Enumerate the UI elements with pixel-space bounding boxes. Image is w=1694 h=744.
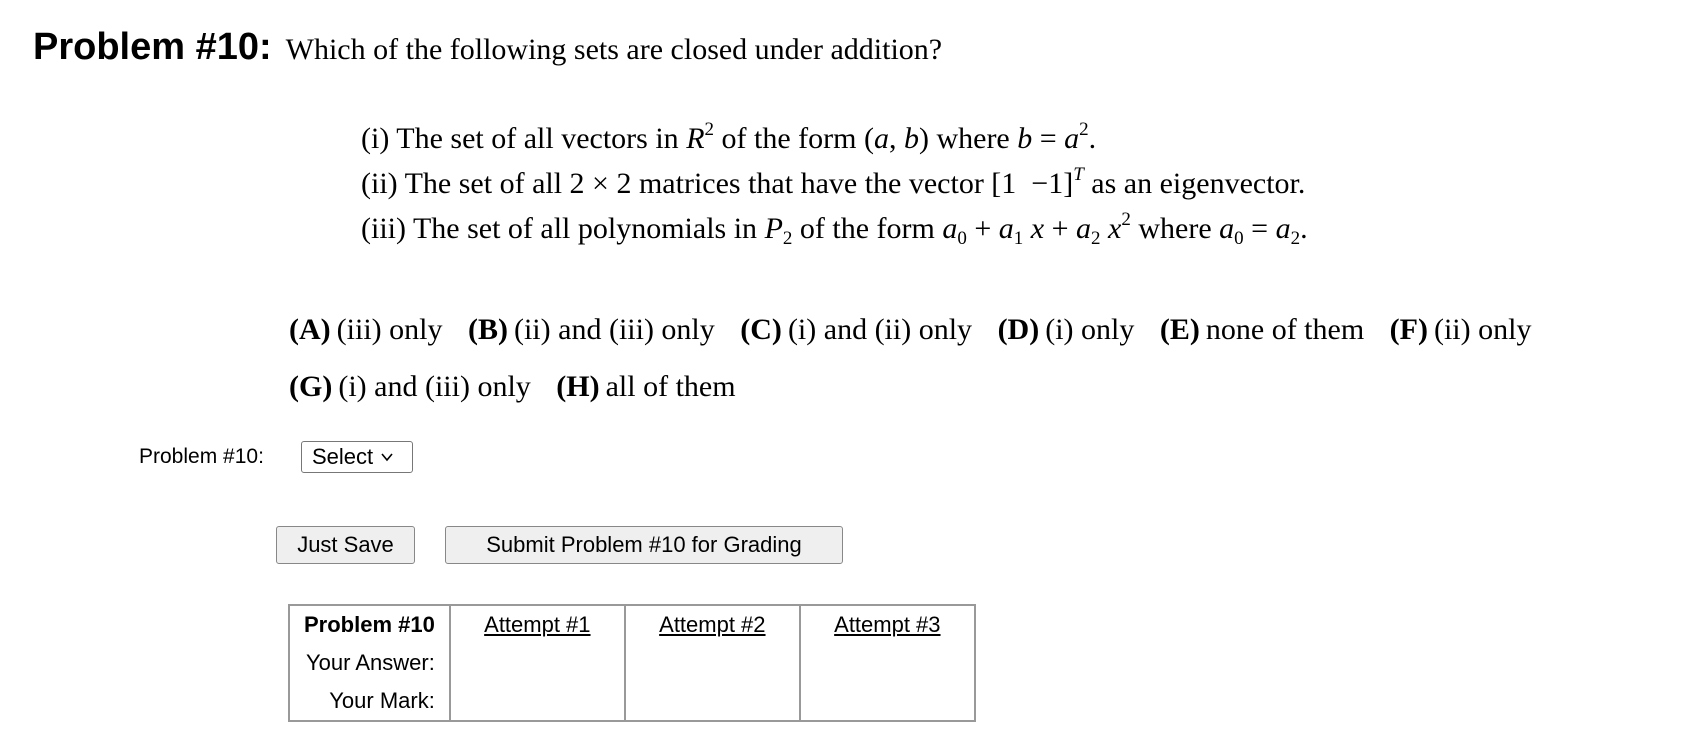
statement-ii: (ii) The set of all 2 × 2 matrices that have the vector $[1 -1]^T$ as an eigenvector. (361, 164, 1306, 200)
answer-cell-2 (625, 644, 800, 682)
choice-c: (C) (i) and (ii) only (740, 313, 973, 346)
answer-cell-3 (800, 644, 975, 682)
submit-grading-button[interactable]: Submit Problem #10 for Grading (445, 526, 843, 564)
statement-i: (i) The set of all vectors in $R^2$ of the form (a, b) where $b = a^2$. (361, 119, 1097, 155)
problem-question: Which of the following sets are closed under addition? (285, 33, 943, 66)
attempts-table (288, 604, 976, 722)
problem-label: Problem #10: (33, 26, 272, 68)
choice-e: (E) none of them (1159, 313, 1365, 346)
attempt-1-link[interactable]: Attempt #1 (450, 605, 625, 644)
choices-row-2 (289, 370, 754, 404)
problem-heading (33, 26, 942, 69)
table-header-row (289, 605, 975, 644)
select-value: Select (312, 444, 374, 469)
statement-iii: (iii) The set of all polynomials in $P_2$ of the form $a_0 + a_1$ $x + a_2$ $x^2$ where $a_0 = a_2$. (361, 209, 1308, 249)
mark-cell-3 (800, 682, 975, 721)
choice-a: (A) (iii) only (289, 313, 443, 346)
choices-row-1 (289, 313, 1549, 347)
row-label-mark: Your Mark: (289, 682, 450, 721)
chevron-down-icon (380, 450, 394, 464)
table-header-problem: Problem #10 (289, 605, 450, 644)
choice-b: (B) (ii) and (iii) only (467, 313, 715, 346)
mark-cell-2 (625, 682, 800, 721)
row-label-answer: Your Answer: (289, 644, 450, 682)
choice-g: (G) (i) and (iii) only (289, 370, 531, 403)
answer-label: Problem #10: (139, 445, 264, 468)
statement-list (361, 116, 1308, 251)
choice-f: (F) (ii) only (1389, 313, 1532, 346)
answer-select[interactable] (301, 441, 413, 473)
table-row-mark (289, 682, 975, 721)
attempt-3-link[interactable]: Attempt #3 (800, 605, 975, 644)
answer-cell-1 (450, 644, 625, 682)
choice-h: (H) all of them (556, 370, 736, 403)
mark-cell-1 (450, 682, 625, 721)
table-row-answer (289, 644, 975, 682)
choice-d: (D) (i) only (997, 313, 1135, 346)
just-save-button[interactable]: Just Save (276, 526, 415, 564)
attempt-2-link[interactable]: Attempt #2 (625, 605, 800, 644)
